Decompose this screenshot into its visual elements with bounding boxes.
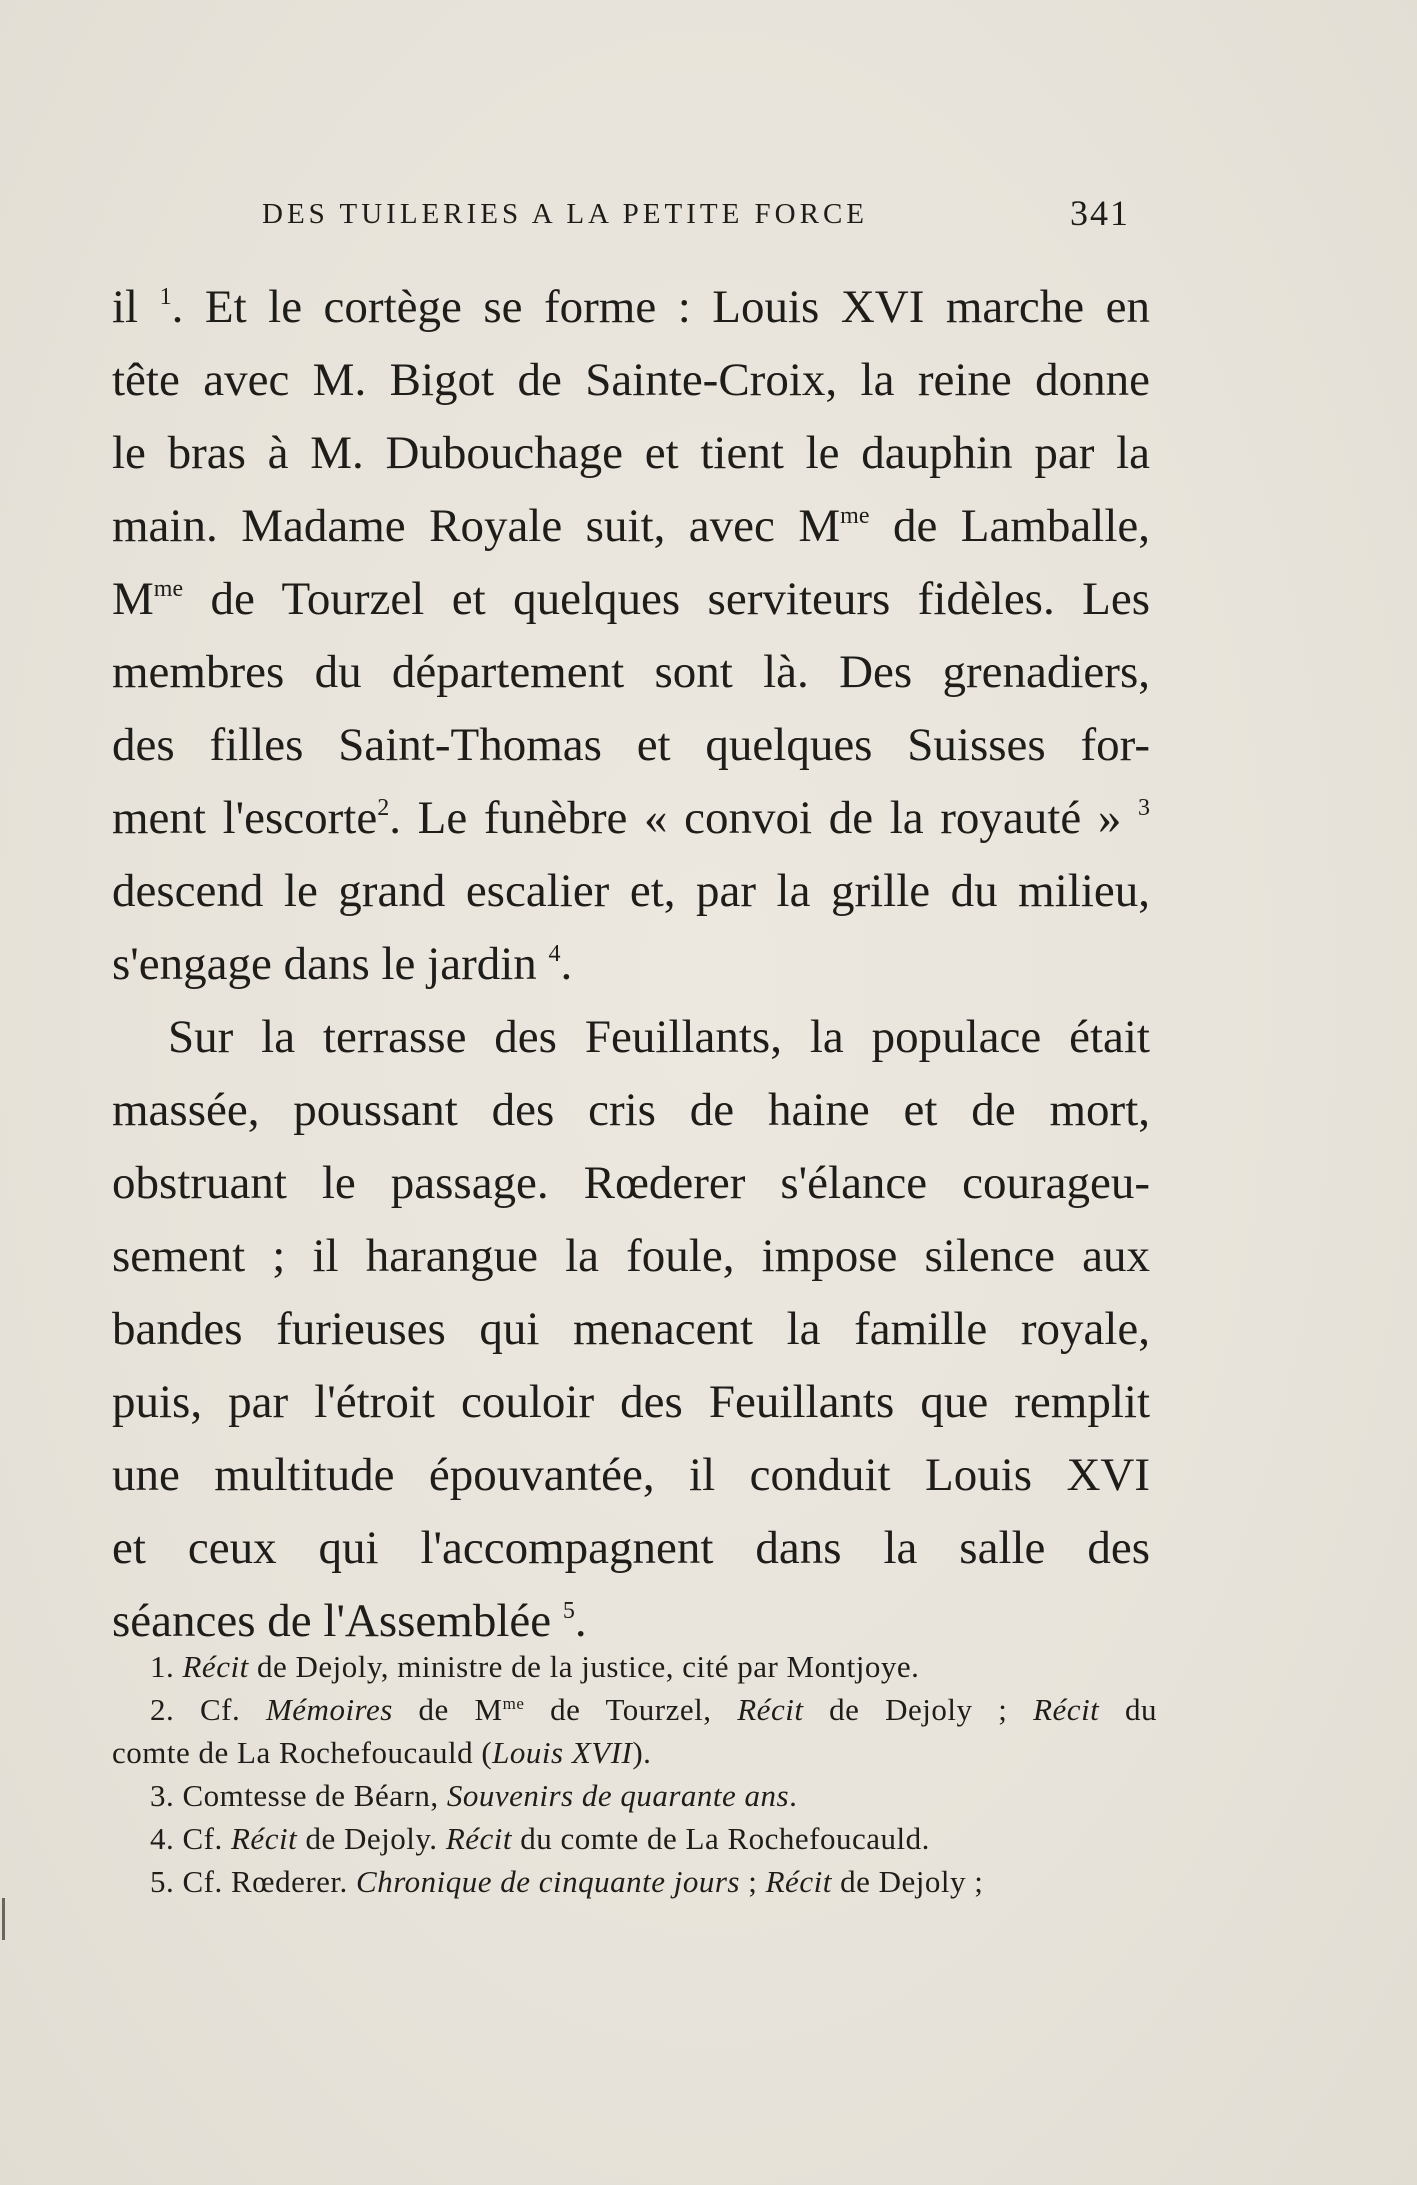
text-line: il $^1$. Et le cortège se forme : Louis XVI marche en: [112, 281, 1151, 333]
footnote-2-continued: comte de La Rochefoucauld (Louis XVII).: [112, 1735, 652, 1770]
footnotes: [112, 1645, 1157, 1903]
text-line: membres du département sont là. Des grenadiers,: [112, 646, 1150, 698]
text-line: s'engage dans le jardin $^4$.: [112, 938, 573, 990]
text-line: obstruant le passage. Rœderer s'élance courageu-: [112, 1157, 1150, 1209]
text-line: massée, poussant des cris de haine et de mort,: [112, 1084, 1150, 1136]
text-line: puis, par l'étroit couloir des Feuillants que remplit: [112, 1376, 1150, 1428]
text-line: $M^{me}$ de Tourzel et quelques serviteurs fidèles. Les: [112, 573, 1150, 625]
text-line: Sur la terrasse des Feuillants, la populace était: [168, 1011, 1150, 1063]
footnote-ref: 3: [1138, 795, 1150, 821]
footnote-2: 2. Cf. Mémoires de $M^{me}$ de Tourzel, Récit de Dejoly ; Récit du: [150, 1692, 1158, 1727]
text-line: tête avec M. Bigot de Sainte-Croix, la reine donne: [112, 354, 1150, 406]
text-line: ment l'escorte$^2$. Le funèbre « convoi de la royauté » $^3$: [112, 792, 1150, 844]
footnote-ref: 5: [562, 1598, 575, 1624]
abbrev-superscript: me: [840, 503, 870, 529]
footnote-ref: 2: [377, 795, 390, 821]
footnote-ref: 1: [159, 284, 172, 310]
text-line: des filles Saint-Thomas et quelques Suisses for-: [112, 719, 1150, 771]
footnote-5: 5. Cf. Rœderer. Chronique de cinquante jours ; Récit de Dejoly ;: [150, 1864, 984, 1899]
text-line: bandes furieuses qui menacent la famille royale,: [112, 1303, 1150, 1355]
footnote-4: 4. Cf. Récit de Dejoly. Récit du comte de La Rochefoucauld.: [150, 1821, 930, 1856]
text-line: et ceux qui l'accompagnent dans la salle des: [112, 1522, 1150, 1574]
text-line: descend le grand escalier et, par la grille du milieu,: [112, 865, 1150, 917]
running-title: DES TUILERIES A LA PETITE FORCE: [262, 198, 869, 230]
text-line: main. Madame Royale suit, avec $M^{me}$ de Lamballe,: [112, 500, 1150, 552]
abbrev-superscript: me: [153, 576, 184, 602]
footnote-1: 1. Récit de Dejoly, ministre de la justice, cité par Montjoye.: [150, 1649, 920, 1684]
margin-mark: [2, 1898, 5, 1940]
footnote-3: 3. Comtesse de Béarn, Souvenirs de quarante ans.: [150, 1778, 798, 1813]
text-line: une multitude épouvantée, il conduit Louis XVI: [112, 1449, 1150, 1501]
text-line: le bras à M. Dubouchage et tient le dauphin par la: [112, 427, 1150, 479]
text-line: séances de l'Assemblée $^5$.: [112, 1595, 587, 1647]
body-text: [112, 271, 1150, 1658]
text-line: sement ; il harangue la foule, impose silence aux: [112, 1230, 1150, 1282]
footnote-ref: 4: [548, 941, 561, 967]
page-number: 341: [1070, 193, 1130, 233]
